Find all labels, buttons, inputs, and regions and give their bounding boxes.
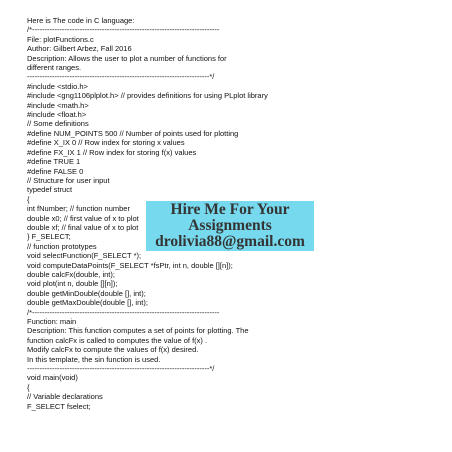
code-line: double xf; // final value of x to plot (27, 222, 139, 232)
code-line: // Some definitions (27, 119, 89, 129)
code-line: Description: Allows the user to plot a number of functions for (27, 53, 227, 63)
watermark-overlay (146, 201, 314, 251)
code-line: int fNumber; // function number (27, 204, 130, 214)
code-line: -------------------------------------------------------------------------*/ (27, 364, 215, 374)
code-line: #define NUM_POINTS 500 // Number of points used for plotting (27, 128, 239, 138)
code-line: void main(void) (27, 373, 78, 383)
watermark-line-2: Assignments (188, 217, 272, 234)
code-line: #define X_IX 0 // Row index for storing x values (27, 138, 185, 148)
code-line: Description: This function computes a set of points for plotting. The (27, 326, 249, 336)
code-line: different ranges. (27, 63, 82, 73)
code-line: } F_SELECT; (27, 232, 71, 242)
code-line: Author: Gilbert Arbez, Fall 2016 (27, 44, 132, 54)
code-line: void plot(int n, double [][n]); (27, 279, 118, 289)
code-line: F_SELECT fselect; (27, 401, 91, 411)
code-line: double calcFx(double, int); (27, 269, 115, 279)
code-line: #define FALSE 0 (27, 166, 84, 176)
watermark-email: drolivia88@gmail.com (155, 233, 305, 250)
code-line: #include <float.h> (27, 110, 87, 120)
code-line: #define TRUE 1 (27, 157, 81, 167)
code-line: // Variable declarations (27, 392, 103, 402)
code-line: #include <gng1106plplot.h> // provides definitions for using PLplot library (27, 91, 268, 101)
code-line: double getMaxDouble(double [], int); (27, 298, 148, 308)
code-line: #include <math.h> (27, 100, 89, 110)
code-line: In this template, the sin function is used. (27, 354, 161, 364)
code-line: typedef struct (27, 185, 73, 195)
watermark-line-1: Hire Me For Your (170, 201, 290, 218)
code-line: File: plotFunctions.c (27, 34, 94, 44)
code-line: /*--------------------------------------------------------------------------- (27, 25, 220, 35)
code-line: -------------------------------------------------------------------------*/ (27, 72, 215, 82)
code-line: // function prototypes (27, 241, 97, 251)
code-line: { (27, 382, 30, 392)
code-line: Modify calcFx to compute the values of f(x) desired. (27, 345, 199, 355)
code-line: Function: main (27, 317, 77, 326)
code-line: // Structure for user input (27, 175, 110, 185)
code-line: double x0; // first value of x to plot (27, 213, 139, 223)
code-line: /*--------------------------------------------------------------------------- (27, 307, 220, 317)
code-line: Here is The code in C language: (27, 16, 135, 25)
code-line: function calcFx is called to computes the value of f(x) . (27, 335, 208, 345)
code-line: #include <stdio.h> (27, 81, 88, 91)
code-line: double getMinDouble(double [], int); (27, 288, 146, 298)
code-line: #define FX_IX 1 // Row index for storing f(x) values (27, 147, 197, 157)
code-line: void selectFunction(F_SELECT *); (27, 251, 142, 261)
code-line: void computeDataPoints(F_SELECT *fsPtr, int n, double [][n]); (27, 260, 233, 270)
code-line: { (27, 194, 30, 204)
